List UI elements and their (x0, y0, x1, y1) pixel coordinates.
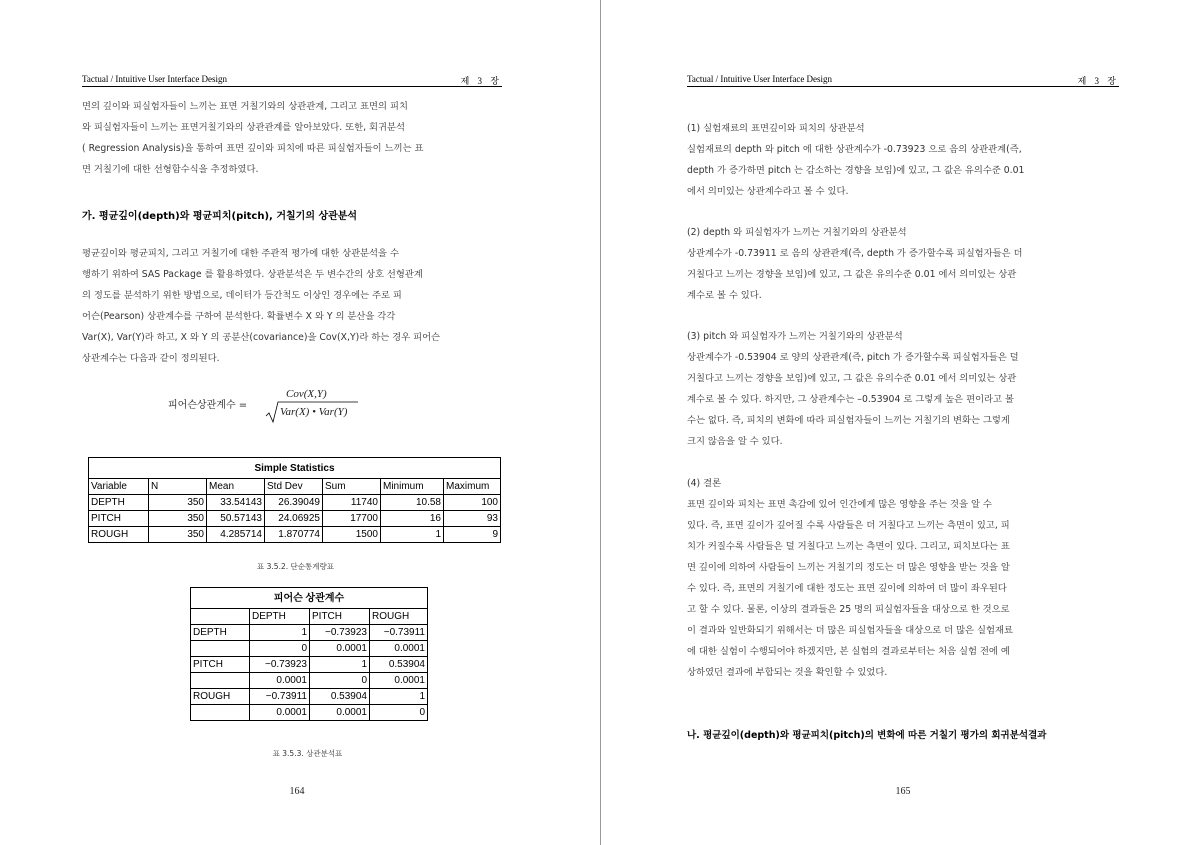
text-line: 크지 않음을 알 수 있다. (687, 436, 783, 447)
col-header: N (149, 479, 207, 495)
header-rule (687, 86, 1119, 87)
cell: −0.73923 (310, 625, 370, 641)
header-rule (82, 86, 502, 87)
cell: 0.0001 (370, 641, 428, 657)
cell: 1500 (323, 527, 381, 543)
header-title: Tactual / Intuitive User Interface Design (82, 74, 228, 84)
table-title: Simple Statistics (89, 458, 501, 479)
section-4 (687, 473, 1119, 683)
cell: 0.53904 (370, 657, 428, 673)
cell (191, 641, 250, 657)
cell: 0.0001 (250, 673, 310, 689)
cell: 50.57143 (207, 511, 265, 527)
subsection-title: (4) 결론 (687, 478, 722, 489)
cell: 350 (149, 511, 207, 527)
running-header (687, 74, 1119, 86)
text-line: 계수로 볼 수 있다. 하지만, 그 상관계수는 –0.53904 로 그렇게 높은 편이라고 볼 (687, 394, 1014, 405)
correlation-table (190, 587, 428, 721)
section-heading-ga: 가. 평균깊이(depth)와 평균피치(pitch), 거칠기의 상관분석 (82, 211, 358, 222)
cell: 1 (310, 657, 370, 673)
cell: 1 (381, 527, 444, 543)
section-2 (687, 222, 1119, 306)
col-header: ROUGH (370, 609, 428, 625)
cell: 350 (149, 527, 207, 543)
table-row (191, 705, 428, 721)
cell (191, 705, 250, 721)
text-line: Var(X), Var(Y)라 하고, X 와 Y 의 공분산(covariance)을 Cov(X,Y)라 하는 경우 피어슨 (82, 332, 441, 343)
text-line: 어슨(Pearson) 상관계수를 구하여 분석한다. 확률변수 X 와 Y 의 분산을 각각 (82, 311, 396, 322)
text-line: 치가 커질수록 사람들은 덜 거칠다고 느끼는 측면이 있다. 그리고, 피치보다는 표 (687, 541, 1010, 552)
cell: 100 (444, 495, 501, 511)
table-header-row (191, 609, 428, 625)
col-header: Std Dev (265, 479, 323, 495)
cell: DEPTH (89, 495, 149, 511)
cell: 0 (370, 705, 428, 721)
subsection-title: (3) pitch 와 피실험자가 느끼는 거칠기와의 상관분석 (687, 331, 903, 342)
col-header: Maximum (444, 479, 501, 495)
page-number-left: 164 (289, 786, 305, 797)
cell: −0.73911 (250, 689, 310, 705)
cell: 93 (444, 511, 501, 527)
cell: PITCH (89, 511, 149, 527)
col-header: DEPTH (250, 609, 310, 625)
section-1 (687, 118, 1119, 202)
cell: 0.0001 (370, 673, 428, 689)
cell: −0.73923 (250, 657, 310, 673)
text-line: 표면 깊이와 피치는 표면 촉감에 있어 인간에게 많은 영향을 주는 것을 알 수 (687, 499, 992, 510)
header-title: Tactual / Intuitive User Interface Design (687, 74, 833, 84)
text-line: 상관계수가 -0.53904 로 양의 상관관계(즉, pitch 가 증가할수록 피실험자들은 덜 (687, 352, 1019, 363)
cell: 0.0001 (250, 705, 310, 721)
text-line: 상하였던 결과에 부합되는 것을 확인할 수 있었다. (687, 667, 888, 678)
cell: 350 (149, 495, 207, 511)
cell: 1 (250, 625, 310, 641)
col-header: PITCH (310, 609, 370, 625)
cell: 16 (381, 511, 444, 527)
pearson-formula (168, 386, 368, 426)
text-line: 와 피실험자들이 느끼는 표면거칠기와의 상관관계를 알아보았다. 또한, 회귀분석 (82, 122, 405, 133)
cell: 17700 (323, 511, 381, 527)
text-line: 에 대한 실험이 수행되어야 하겠지만, 본 실험의 결과로부터는 처음 실험 전에 예 (687, 646, 1010, 657)
running-header (82, 74, 502, 86)
text-line: 면 거칠기에 대한 선형함수식을 추정하였다. (82, 164, 259, 175)
cell: 0 (250, 641, 310, 657)
right-page (601, 0, 1201, 845)
text-line: 수 있다. 즉, 표면의 거칠기에 대한 정도는 표면 깊이에 의하여 더 많이 좌우된다 (687, 583, 1007, 594)
cell: ROUGH (89, 527, 149, 543)
cell: 24.06925 (265, 511, 323, 527)
col-header: Mean (207, 479, 265, 495)
section-3 (687, 326, 1119, 452)
text-line: 있다. 즉, 표면 깊이가 깊어질 수록 사람들은 더 거칠다고 느끼는 측면이 있고, 피 (687, 520, 1010, 531)
cell: 0.0001 (310, 641, 370, 657)
cell: 33.54143 (207, 495, 265, 511)
header-chapter: 제 3 장 (460, 76, 502, 86)
text-line: 이 결과와 일반화되기 위해서는 더 많은 피실험자들을 대상으로 더 많은 실험재료 (687, 625, 1013, 636)
table-title: 피어슨 상관계수 (191, 588, 428, 609)
left-page (0, 0, 600, 845)
col-header: Minimum (381, 479, 444, 495)
cell: 1 (370, 689, 428, 705)
cell: 0.53904 (310, 689, 370, 705)
text-line: 평균깊이와 평균피치, 그리고 거칠기에 대한 주관적 평가에 대한 상관분석을 수 (82, 248, 399, 259)
col-header (191, 609, 250, 625)
text-line: 상관계수는 다음과 같이 정의된다. (82, 353, 220, 364)
text-line: depth 가 증가하면 pitch 는 감소하는 경향을 보임)에 있고, 그 값은 유의수준 0.01 (687, 165, 1025, 176)
table-row (89, 495, 501, 511)
body-paragraph (82, 243, 502, 369)
text-line: 고 할 수 있다. 물론, 이상의 결과들은 25 명의 피실험자들을 대상으로 한 것으로 (687, 604, 1010, 615)
table-header-row (89, 479, 501, 495)
col-header: Sum (323, 479, 381, 495)
text-line: 실험재료의 depth 와 pitch 에 대한 상관계수가 -0.73923 으로 음의 상관관계(즉, (687, 144, 1022, 155)
cell: 4.285714 (207, 527, 265, 543)
table-row (191, 689, 428, 705)
section-heading-na: 나. 평균깊이(depth)와 평균피치(pitch)의 변화에 따른 거칠기 평가의 회귀분석결과 (687, 730, 1047, 741)
cell: PITCH (191, 657, 250, 673)
cell: 26.39049 (265, 495, 323, 511)
formula-denominator: Var(X) • Var(Y) (280, 406, 348, 418)
header-chapter: 제 3 장 (1077, 76, 1119, 86)
text-line: 계수로 볼 수 있다. (687, 290, 762, 301)
text-line: 상관계수가 -0.73911 로 음의 상관관계(즉, depth 가 증가할수록 피실험자들은 더 (687, 248, 1023, 259)
cell: 9 (444, 527, 501, 543)
cell: 10.58 (381, 495, 444, 511)
table-row (191, 673, 428, 689)
formula-numerator: Cov(X,Y) (286, 388, 327, 400)
table-row (191, 625, 428, 641)
col-header: Variable (89, 479, 149, 495)
cell: 11740 (323, 495, 381, 511)
formula-lhs: 피어슨상관계수 = (168, 400, 248, 411)
text-line: 에서 의미있는 상관계수라고 볼 수 있다. (687, 186, 849, 197)
table-row (89, 527, 501, 543)
text-line: 거칠다고 느끼는 경향을 보임)에 있고, 그 값은 유의수준 0.01 에서 의미있는 상관 (687, 269, 1017, 280)
table-row (191, 657, 428, 673)
caption-table-3-5-3: 표 3.5.3. 상관분석표 (272, 749, 343, 758)
text-line: 거칠다고 느끼는 경향을 보임)에 있고, 그 값은 유의수준 0.01 에서 의미있는 상관 (687, 373, 1017, 384)
text-line: 면 깊이에 의하여 사람들이 느끼는 거칠기의 정도는 더 많은 영향을 받는 것을 알 (687, 562, 1010, 573)
cell: −0.73911 (370, 625, 428, 641)
text-line: ( Regression Analysis)을 통하여 표면 깊이와 피치에 따른 피실험자들이 느끼는 표 (82, 143, 424, 154)
cell (191, 673, 250, 689)
intro-paragraph (82, 96, 502, 180)
subsection-title: (1) 실험재료의 표면깊이와 피치의 상관분석 (687, 123, 865, 134)
text-line: 행하기 위하여 SAS Package 를 활용하였다. 상관분석은 두 변수간의 상호 선형관계 (82, 269, 423, 280)
simple-statistics-table (88, 457, 501, 543)
cell: 1.870774 (265, 527, 323, 543)
text-line: 수는 없다. 즉, 피치의 변화에 따라 피실험자들이 느끼는 거칠기의 변화는 그렇게 (687, 415, 1010, 426)
table-row (191, 641, 428, 657)
caption-table-3-5-2: 표 3.5.2. 단순통계량표 (257, 562, 334, 571)
text-line: 면의 깊이와 피실험자들이 느끼는 표면 거칠기와의 상관관계, 그리고 표면의 피치 (82, 101, 408, 112)
page-number-right: 165 (895, 786, 911, 797)
subsection-title: (2) depth 와 피실험자가 느끼는 거칠기와의 상관분석 (687, 227, 907, 238)
text-line: 의 정도를 분석하기 위한 방법으로, 데이터가 등간척도 이상인 경우에는 주로 피 (82, 290, 402, 301)
cell: 0.0001 (310, 705, 370, 721)
cell: ROUGH (191, 689, 250, 705)
table-row (89, 511, 501, 527)
cell: DEPTH (191, 625, 250, 641)
cell: 0 (310, 673, 370, 689)
